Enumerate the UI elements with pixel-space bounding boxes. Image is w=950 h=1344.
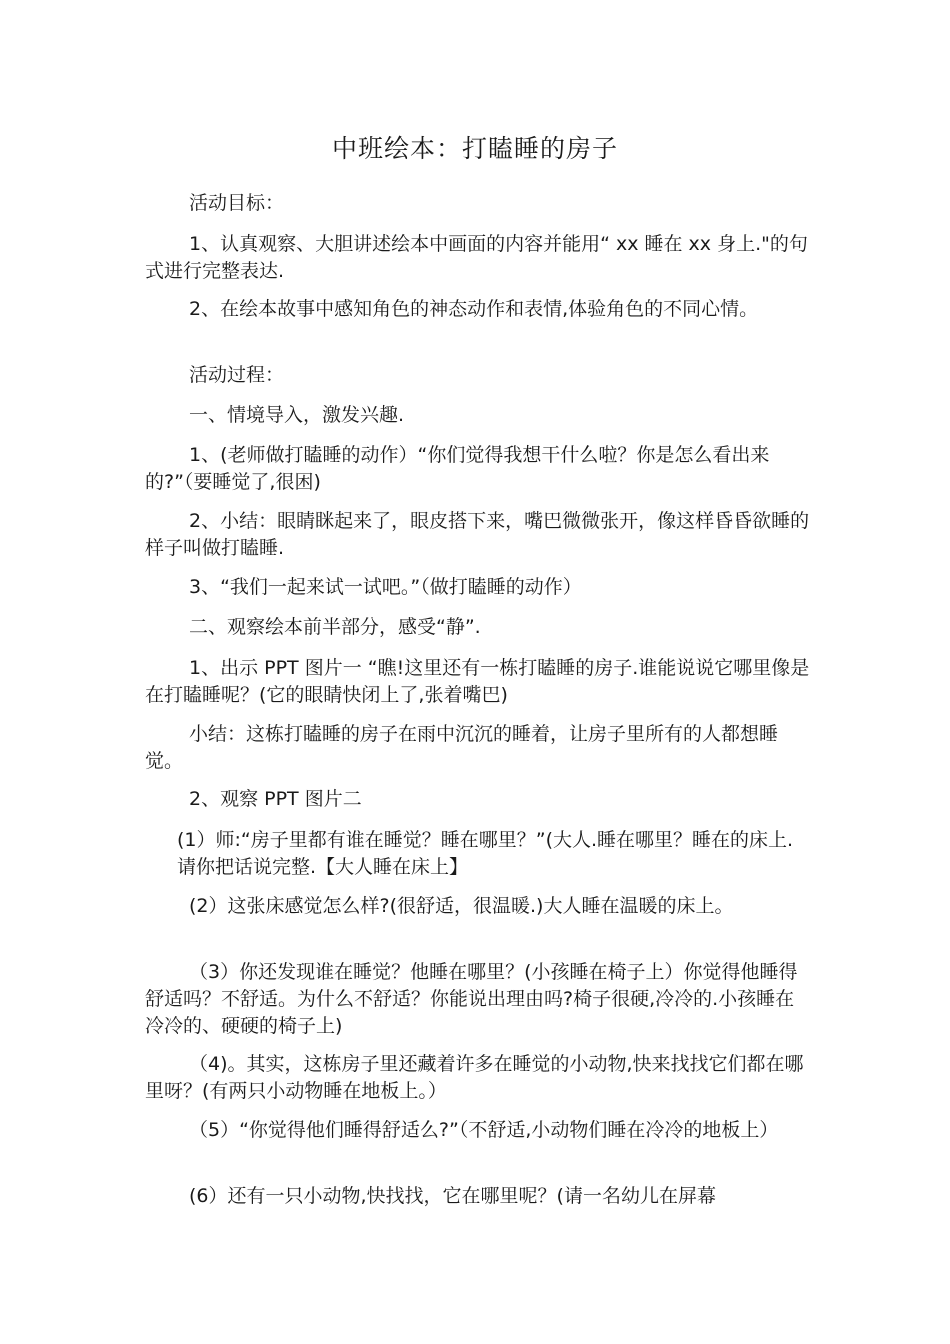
paragraph: 3、“我们一起来试一试吧。”（做打瞌睡的动作） (189, 576, 582, 598)
document-title: 中班绘本：打瞌睡的房子 (331, 134, 618, 163)
paragraph: 2、小结：眼睛眯起来了，眼皮搭下来，嘴巴微微张开，像这样昏昏欲睡的样子叫做打瞌睡. (145, 510, 810, 559)
paragraph: 二、观察绘本前半部分，感受“静”. (189, 616, 481, 638)
section-heading-process: 活动过程： (189, 364, 285, 386)
paragraph: （4)。其实，这栋房子里还藏着许多在睡觉的小动物,快来找找它们都在哪里呀？(有两只小动物睡在地板上。） (145, 1053, 804, 1102)
paragraph: (1）师:“房子里都有谁在睡觉？睡在哪里？”(大人.睡在哪里？睡在的床上.请你把话说完整.【大人睡在床上】 (177, 829, 794, 878)
paragraph: 一、情境导入，激发兴趣. (189, 404, 405, 426)
paragraph: 1、出示 PPT 图片一 “瞧!这里还有一栋打瞌睡的房子.谁能说说它哪里像是在打瞌睡呢？(它的眼睛快闭上了,张着嘴巴) (145, 657, 810, 706)
paragraph: (6）还有一只小动物,快找找，它在哪里呢？(请一名幼儿在屏幕 (189, 1185, 716, 1207)
paragraph: 小结：这栋打瞌睡的房子在雨中沉沉的睡着，让房子里所有的人都想睡觉。 (145, 723, 779, 772)
paragraph: （3）你还发现谁在睡觉？他睡在哪里？(小孩睡在椅子上）你觉得他睡得舒适吗？不舒适。为什么不舒适？你能说出理由吗?椅子很硬,冷冷的.小孩睡在冷冷的、硬硬的椅子上) (145, 961, 798, 1037)
paragraph: （5）“你觉得他们睡得舒适么?”（不舒适,小动物们睡在冷冷的地板上） (189, 1119, 779, 1141)
paragraph: 1、(老师做打瞌睡的动作）“你们觉得我想干什么啦？你是怎么看出来的?”（要睡觉了,很困) (145, 444, 770, 493)
section-heading-goals: 活动目标： (189, 192, 285, 214)
paragraph: 2、在绘本故事中感知角色的神态动作和表情,体验角色的不同心情。 (189, 298, 759, 320)
paragraph: 1、认真观察、大胆讲述绘本中画面的内容并能用“ xx 睡在 xx 身上."的句式进行完整表达. (145, 233, 808, 282)
paragraph: (2）这张床感觉怎么样?(很舒适，很温暖.)大人睡在温暖的床上。 (189, 895, 734, 917)
paragraph: 2、观察 PPT 图片二 (189, 788, 362, 810)
